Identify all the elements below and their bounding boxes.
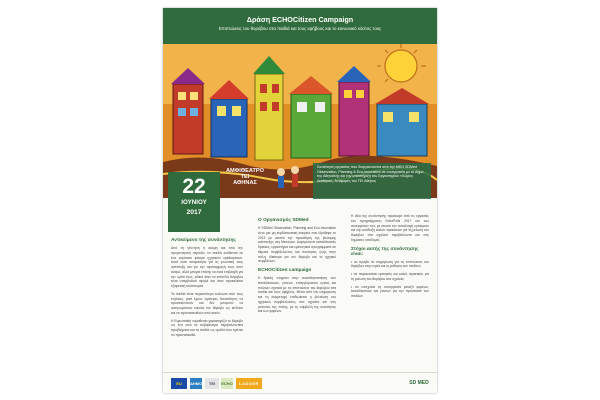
campaign-paragraph: Η δράση στοχεύει στην ευαισθητοποίηση των εκπαιδευτικών, γονέων, επαγγελματιών υγείας και πολιτών σχετικά με τις επιπτώσεις του θορύβου στα παιδιά και τους εφήβους. Μέσα από την ενημέρωση και τη συμμετοχή επιδιώκεται η βελτίωση του ηχητικού περιβάλλοντος στα σχολεία και στις γειτονιές της πόλης, με τη συμβολή της κοινότητας και των φορέων. [258, 276, 336, 314]
objective-heading: Αντικείμενο της συνάντησης [171, 238, 236, 243]
municipality-logo: ΔΗΜΟΣ [190, 378, 202, 389]
eu-logo: EU [171, 378, 187, 389]
campaign-heading: ECHOCitizen campaign [258, 268, 312, 274]
sun-shape [385, 50, 417, 82]
sdmed-logo: SD MED [409, 380, 429, 386]
echo-logo: ECHO [221, 378, 233, 389]
poster-header [163, 8, 437, 44]
column-goals [351, 214, 429, 302]
objective-paragraph: Η Ευρωπαϊκή νομοθεσία χαρακτηρίζει το θόρυβο ως ένα από τα σοβαρότερα περιβαλλοντικά προβλήματα και τα παιδιά ως ομάδα που πρέπει να προστατευθεί. [171, 318, 243, 338]
venue-line-3: ΑΘΗΝΑΣ [233, 180, 257, 186]
event-month: ΙΟΥΝΙΟΥ [181, 199, 207, 206]
sponsor-footer [163, 372, 437, 393]
meeting-description-box [313, 163, 431, 199]
event-year: 2017 [186, 209, 202, 216]
goals-bullet: • να προβεί σε ενημέρωση για τις επιπτώσεις του θορύβου στην υγεία και τη μάθηση των παιδιών, [351, 259, 429, 269]
goals-bullet: • να ενισχύσει τη συνεργασία μεταξύ φορέων, εκπαιδευτικών και γονέων για την προστασία των παιδιών. [351, 284, 429, 299]
venue-line-1: ΑΜΦΙΘΕΑΤΡΟ [225, 168, 264, 174]
organisation-paragraph: Η SDMed Observation, Planning and Eco-Innovation είναι μια μη κερδοσκοπική εταιρεία που ιδρύθηκε το 2013 με σκοπό την προώθηση της βιώσιμης ανάπτυξης στη Μεσόγειο. Διοργανώνει εκπαιδευτικές δράσεις, εργαστήρια και ερευνητικά προγράμματα σε θέματα περιβάλλοντος και ποιότητας ζωής στην πόλη, ιδιαίτερα για τον θόρυβο και το ηχητικό περιβάλλον. [258, 226, 336, 264]
column-organisation [258, 214, 336, 317]
event-day: 22 [182, 175, 206, 198]
goals-intro-paragraph: Η ιδέα της συνάντησης προέκυψε από τις εργασίες του προγράμματος EchoPolis 2017 και των συνεργατών του, με σκοπό την ανταλλαγή εμπειριών και την ανάδειξη καλών πρακτικών για τη μείωση του θορύβου στα σχολικά περιβάλλοντα και στις δημόσιες υποδομές. [351, 214, 429, 242]
poster [163, 8, 437, 393]
column-objective [171, 234, 243, 341]
tei-logo: ΤΕΙ [205, 378, 219, 389]
organisation-heading: Ο Οργανισμός SDMed [258, 218, 309, 223]
event-date-box [168, 172, 220, 232]
venue-label [221, 168, 269, 186]
objective-paragraph: Από τη γέννηση ή ακόμη και από την προγεννητική περίοδο, τα παιδιά εκτίθενται σε ένα ευρύτατο φάσμα ηχητικών ερεθισμάτων. Αυτά είναι απαραίτητα για τη γνωστική τους ανάπτυξη και για την προσαρμογή τους στον κόσμο, αλλά μπορεί επίσης να είναι επιβλαβή για την υγεία τους, ειδικά όταν τα επίπεδα θορύβου είναι υπερβολικά υψηλά και όταν προκαλείται εξαιρετική ταλαιπωρία. [171, 246, 243, 289]
poster-title: Δράση ECHOCitizen Campaign [246, 15, 354, 24]
goals-bullet: • να παρουσιάσει εμπειρίες και καλές πρακτικές για τη μείωση του θορύβου στα σχολεία, [351, 272, 429, 281]
goals-heading: Στόχοι αυτής της συνάντησης είναι: [351, 246, 419, 257]
meeting-description: Συνάντηση εργασίας που διοργανώνεται από την ΜΚΟ SDMed Observation, Planning & Eco-Innovation σε συνεργασία με το Δήμο της Αθηναϊκής και την υποστήριξη του Εργαστηρίου «Χώρος Αισθήσεις, Αναφορές του ΤΕΙ Αθήνας [317, 165, 424, 184]
objective-paragraph: Τα παιδιά είναι περισσότερο ευάλωτα από τους ενήλικες, γιατί έχουν λιγότερες δυνατότητες να προστατευτούν και δεν μπορούν να αναγνωρίσουν εύκολα τον θόρυβο ως κίνδυνο και να προστατευθούν από αυτόν. [171, 291, 243, 315]
ladder-logo: LADDER [236, 378, 262, 389]
venue-line-2: ΤΕΙ [240, 174, 250, 180]
poster-subtitle: Επιπτώσεις του θορύβου στα παιδιά και τους εφήβους και το κοινωνικό κόστος τους [218, 26, 382, 31]
